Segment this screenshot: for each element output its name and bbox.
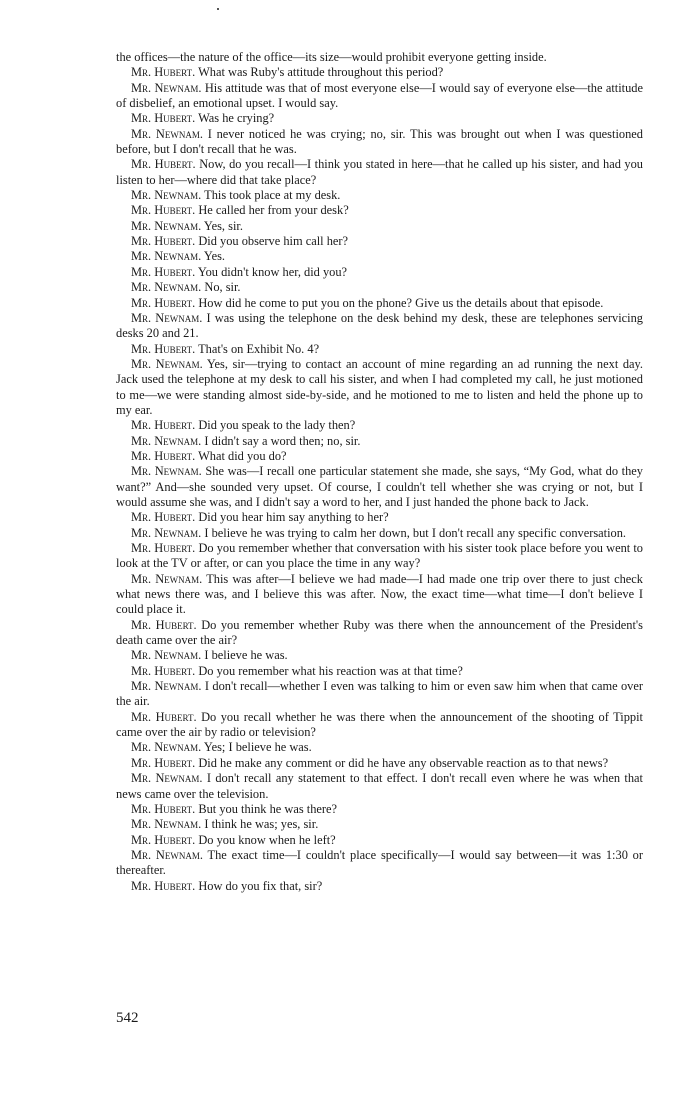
paragraph-text: I believe he was. [204, 648, 288, 663]
speaker-label: Mr. Newnam. [131, 218, 202, 233]
speaker-label: Mr. Hubert. [131, 65, 196, 80]
paragraph-text: His attitude was that of most everyone else—I would say of everyone else—the attitude of disbelief, an emotional upset. I would say. [116, 80, 643, 111]
testimony-paragraph [116, 802, 643, 817]
testimony-paragraph [116, 418, 643, 433]
testimony-paragraph [116, 664, 643, 679]
paragraph-text: I don't recall any statement to that effect. I don't recall even where he was when that news came over the television. [116, 771, 643, 801]
testimony-paragraph [116, 510, 643, 525]
paragraph-text: the offices—the nature of the office—its size—would prohibit everyone getting inside. [116, 50, 547, 64]
speaker-label: Mr. Newnam. [131, 356, 203, 371]
testimony-paragraph [116, 710, 643, 741]
paragraph-text: Do you recall whether he was there when the announcement of the shooting of Tippit came over the air by radio or television? [116, 709, 643, 740]
paragraph-text: I think he was; yes, sir. [204, 817, 319, 832]
speaker-label: Mr. Newnam. [131, 771, 203, 786]
paragraph-text: No, sir. [204, 280, 241, 295]
speaker-label: Mr. Newnam. [131, 126, 203, 141]
testimony-paragraph [116, 188, 643, 203]
testimony-paragraph [116, 249, 643, 264]
speaker-label: Mr. Hubert. [131, 709, 197, 724]
paragraph-text: Now, do you recall—I think you stated in here—that he called up his sister, and had you listen to her—where did that take place? [116, 157, 643, 187]
paragraph-text: Did you hear him say anything to her? [198, 510, 389, 525]
speaker-label: Mr. Hubert. [131, 157, 196, 172]
speaker-label: Mr. Hubert. [131, 510, 196, 525]
paragraph-text: Do you remember whether Ruby was there when the announcement of the President's death came over the air? [116, 617, 643, 648]
paragraph-text: I didn't say a word then; no, sir. [204, 433, 361, 448]
testimony-paragraph [116, 740, 643, 755]
testimony-paragraph [116, 65, 643, 80]
paragraph-text: That's on Exhibit No. 4? [198, 341, 320, 356]
speaker-label: Mr. Newnam. [131, 847, 203, 862]
testimony-paragraph [116, 50, 643, 65]
scan-speck [217, 8, 219, 10]
speaker-label: Mr. Newnam. [131, 249, 202, 264]
paragraph-text: But you think he was there? [198, 801, 338, 816]
testimony-paragraph [116, 526, 643, 541]
testimony-paragraph [116, 157, 643, 188]
testimony-text [116, 50, 643, 894]
paragraph-text: Was he crying? [198, 111, 275, 126]
speaker-label: Mr. Hubert. [131, 832, 196, 847]
paragraph-text: I don't recall—whether I even was talking to him or even saw him when that came over the air. [116, 679, 643, 709]
speaker-label: Mr. Hubert. [131, 878, 196, 893]
testimony-paragraph [116, 848, 643, 879]
speaker-label: Mr. Hubert. [131, 448, 196, 463]
testimony-paragraph [116, 219, 643, 234]
testimony-paragraph [116, 357, 643, 418]
speaker-label: Mr. Hubert. [131, 418, 196, 433]
speaker-label: Mr. Hubert. [131, 341, 196, 356]
testimony-paragraph [116, 311, 643, 342]
paragraph-text: Do you remember whether that conversation with his sister took place before you went to look at the TV or after, or can you place the time in any way? [116, 541, 643, 571]
speaker-label: Mr. Hubert. [131, 111, 196, 126]
speaker-label: Mr. Hubert. [131, 295, 196, 310]
testimony-paragraph [116, 618, 643, 649]
paragraph-text: She was—I recall one particular statement she made, she says, “My God, what do they want?” And—she sounded very upset. Of course, I couldn't tell whether she was crying or not, but I would assume she was, and I didn't say a word to her, and I just handed the phone back to Jack. [116, 464, 643, 509]
speaker-label: Mr. Newnam. [131, 310, 203, 325]
testimony-paragraph [116, 648, 643, 663]
speaker-label: Mr. Newnam. [131, 525, 202, 540]
speaker-label: Mr. Newnam. [131, 280, 202, 295]
testimony-paragraph [116, 434, 643, 449]
testimony-paragraph [116, 280, 643, 295]
testimony-paragraph [116, 756, 643, 771]
paragraph-text: I never noticed he was crying; no, sir. This was brought out when I was questioned before, but I don't recall that he was. [116, 126, 643, 157]
speaker-label: Mr. Newnam. [131, 817, 202, 832]
paragraph-text: Did he make any comment or did he have any observable reaction as to that news? [198, 755, 609, 770]
speaker-label: Mr. Newnam. [131, 433, 202, 448]
testimony-paragraph [116, 771, 643, 802]
paragraph-text: Yes, sir. [203, 218, 243, 233]
speaker-label: Mr. Newnam. [131, 464, 202, 479]
paragraph-text: How do you fix that, sir? [198, 878, 323, 893]
speaker-label: Mr. Hubert. [131, 801, 196, 816]
testimony-paragraph [116, 541, 643, 572]
testimony-paragraph [116, 833, 643, 848]
paragraph-text: Yes; I believe he was. [203, 740, 312, 755]
testimony-paragraph [116, 81, 643, 112]
testimony-paragraph [116, 342, 643, 357]
testimony-paragraph [116, 572, 643, 618]
testimony-paragraph [116, 111, 643, 126]
speaker-label: Mr. Newnam. [131, 571, 203, 586]
paragraph-text: What did you do? [198, 448, 287, 463]
speaker-label: Mr. Newnam. [131, 648, 202, 663]
speaker-label: Mr. Hubert. [131, 203, 196, 218]
paragraph-text: Did you observe him call her? [198, 234, 349, 249]
testimony-paragraph [116, 879, 643, 894]
speaker-label: Mr. Hubert. [131, 234, 196, 249]
paragraph-text: What was Ruby's attitude throughout this period? [198, 65, 444, 80]
paragraph-text: Do you know when he left? [198, 832, 336, 847]
speaker-label: Mr. Hubert. [131, 663, 196, 678]
testimony-paragraph [116, 265, 643, 280]
paragraph-text: I was using the telephone on the desk behind my desk, these are telephones servicing desks 20 and 21. [116, 310, 643, 341]
testimony-paragraph [116, 464, 643, 510]
testimony-paragraph [116, 234, 643, 249]
testimony-paragraph [116, 679, 643, 710]
speaker-label: Mr. Hubert. [131, 755, 196, 770]
page-number: 542 [116, 1010, 139, 1026]
paragraph-text: The exact time—I couldn't place specifically—I would say between—it was 1:30 or thereafter. [116, 847, 644, 878]
testimony-paragraph [116, 127, 643, 158]
paragraph-text: I believe he was trying to calm her down, but I don't recall any specific conversation. [204, 525, 627, 540]
paragraph-text: You didn't know her, did you? [197, 264, 348, 279]
paragraph-text: Did you speak to the lady then? [198, 418, 356, 433]
paragraph-text: Do you remember what his reaction was at that time? [198, 663, 463, 678]
speaker-label: Mr. Newnam. [131, 740, 202, 755]
speaker-label: Mr. Newnam. [131, 80, 202, 95]
testimony-paragraph [116, 817, 643, 832]
paragraph-text: Yes. [203, 249, 226, 264]
paragraph-text: This was after—I believe we had made—I had made one trip over there to just check what news there was, and I believe this was after. Now, the exact time—what time—I don't believe I could place it. [116, 571, 643, 617]
speaker-label: Mr. Newnam. [131, 679, 202, 694]
paragraph-text: This took place at my desk. [204, 188, 341, 203]
testimony-paragraph [116, 203, 643, 218]
testimony-paragraph [116, 449, 643, 464]
paragraph-text: Yes, sir—trying to contact an account of mine regarding an ad running the next day. Jack used the telephone at my desk to call his sister, and when I had completed my call, he just motioned to me—we were standing almost side-by-side, and he motioned to me to listen and held the phone up to my ear. [116, 356, 644, 417]
speaker-label: Mr. Hubert. [131, 264, 196, 279]
speaker-label: Mr. Newnam. [131, 188, 202, 203]
paragraph-text: He called her from your desk? [198, 203, 349, 218]
speaker-label: Mr. Hubert. [131, 541, 196, 555]
testimony-paragraph [116, 296, 643, 311]
paragraph-text: How did he come to put you on the phone? Give us the details about that episode. [198, 295, 604, 310]
speaker-label: Mr. Hubert. [131, 617, 197, 632]
